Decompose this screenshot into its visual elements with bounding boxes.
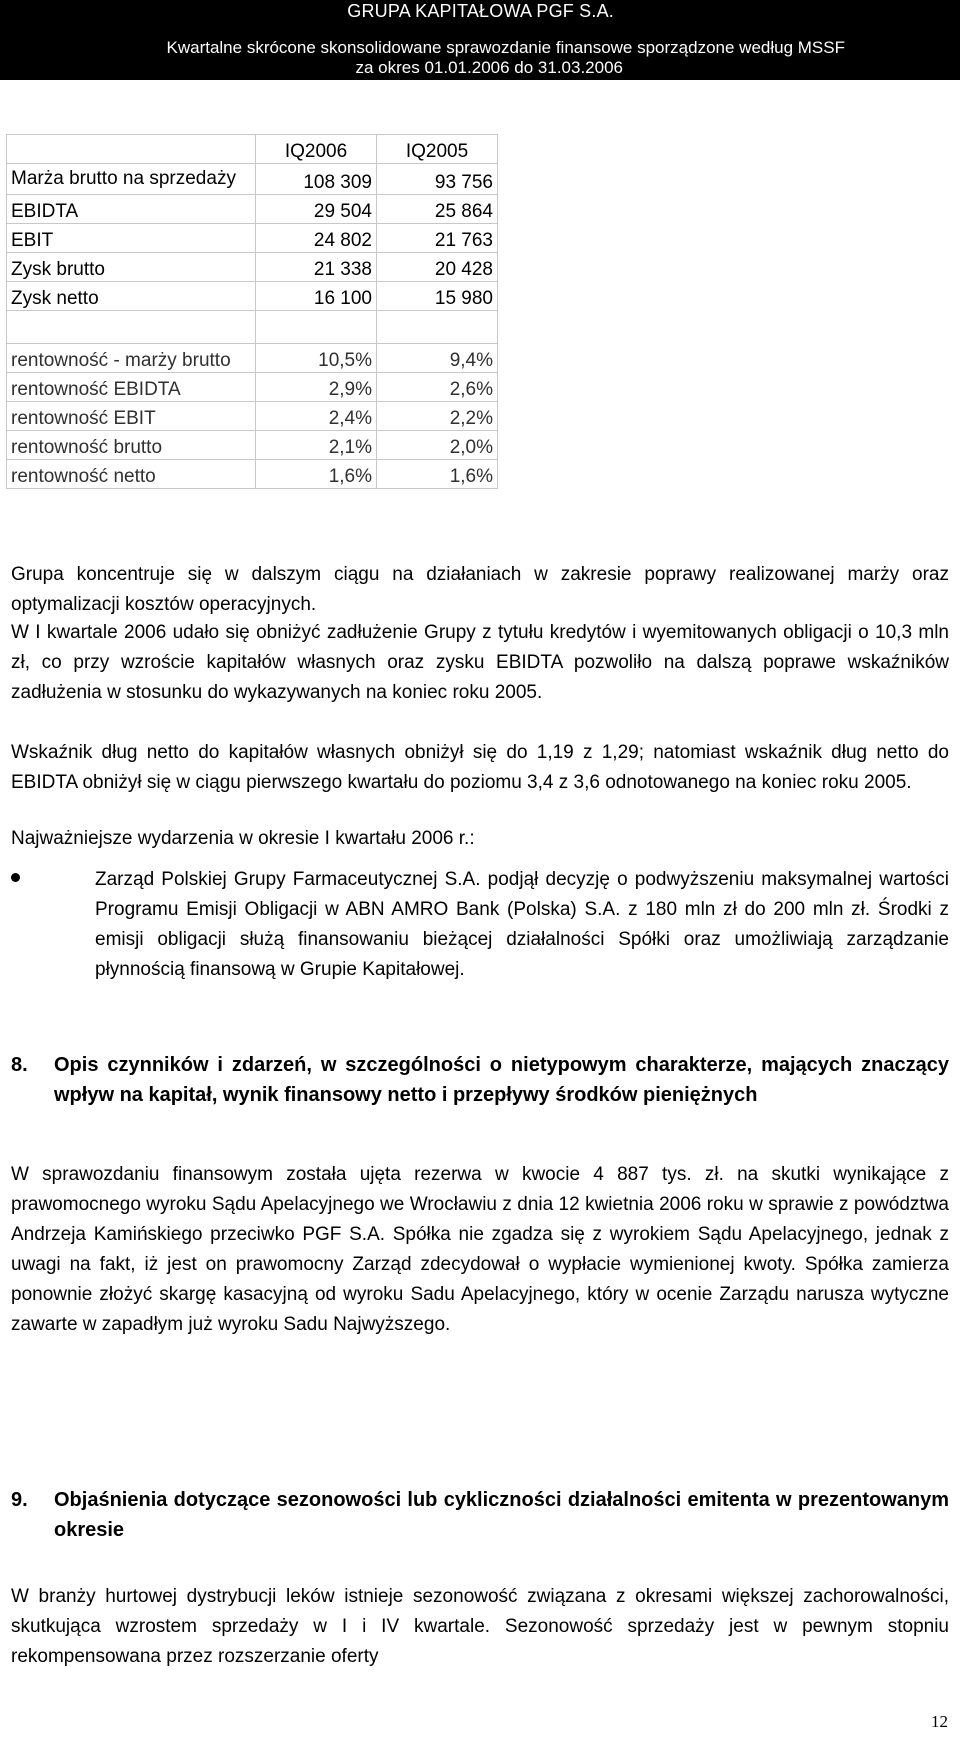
bullet-icon: [11, 873, 20, 882]
table-corner-cell: [7, 135, 256, 164]
cell-iq2005: 25 864: [377, 195, 498, 224]
section-number: 9.: [11, 1489, 28, 1511]
paragraph-margin-focus: Grupa koncentruje się w dalszym ciągu na działaniach w zakresie poprawy realizowanej marży oraz optymalizacji kosztów operacyjnych.: [11, 564, 949, 615]
row-label: Marża brutto na sprzedaży: [7, 164, 256, 195]
paragraph-provision: W sprawozdaniu finansowym została ujęta rezerwa w kwocie 4 887 tys. zł. na skutki wynikające z prawomocnego wyroku Sądu Apelacyjnego we Wrocławiu z dnia 12 kwietnia 2006 roku w sprawie z powództwa Andrzeja Kamińskiego przeciwko PGF S.A. Spółka nie zgadza się z wyrokiem Sądu Apelacyjnego, jednak z uwagi na fakt, iż jest on prawomocny Zarząd zdecydował o wypłacie wymienionej kwoty. Spółka zamierza ponownie złożyć skargę kasacyjną od wyroku Sadu Apelacyjnego, który w ocenie Zarządu narusza wytyczne zawarte w zapadłym już wyroku Sadu Najwyższego.: [11, 1164, 949, 1335]
paragraph-key-events-heading: Najważniejsze wydarzenia w okresie I kwartału 2006 r.:: [11, 828, 475, 849]
row-label: EBIDTA: [7, 195, 256, 224]
table-row: [7, 224, 498, 253]
table-row: [7, 195, 498, 224]
spacer-cell: [377, 311, 498, 344]
report-subtitle: Kwartalne skrócone skonsolidowane sprawozdanie finansowe sporządzone według MSSF: [166, 38, 845, 57]
row-label: rentowność brutto: [7, 431, 256, 460]
table-row: [7, 373, 498, 402]
table-row: [7, 282, 498, 311]
table-header-row: [7, 135, 498, 164]
section-title: Opis czynników i zdarzeń, w szczególności o nietypowym charakterze, mających znaczący wpływ na kapitał, wynik finansowy netto i przepływy środków pieniężnych: [54, 1054, 949, 1106]
paragraph-debt-reduction: W I kwartale 2006 udało się obniżyć zadłużenie Grupy z tytułu kredytów i wyemitowanych obligacji o 10,3 mln zł, co przy wzroście kapitałów własnych oraz zysku EBIDTA pozwoliło na dalszą poprawe wskaźników zadłużenia w stosunku do wykazywanych na koniec roku 2005.: [11, 622, 949, 703]
cell-iq2006: 2,9%: [256, 373, 377, 402]
cell-iq2006: 2,4%: [256, 402, 377, 431]
cell-iq2005: 2,0%: [377, 431, 498, 460]
section-number: 8.: [11, 1054, 28, 1076]
table-spacer-row: [7, 311, 498, 344]
cell-iq2006: 1,6%: [256, 460, 377, 489]
cell-iq2005: 20 428: [377, 253, 498, 282]
table-row: [7, 344, 498, 373]
company-name: GRUPA KAPITAŁOWA PGF S.A.: [347, 1, 614, 21]
section-title: Objaśnienia dotyczące sezonowości lub cykliczności działalności emitenta w prezentowanym okresie: [54, 1489, 949, 1541]
bullet-item-bond-program: Zarząd Polskiej Grupy Farmaceutycznej S.A. podjął decyzję o podwyższeniu maksymalnej wartości Programu Emisji Obligacji w ABN AMRO Bank (Polska) S.A. z 180 mln zł do 200 mln zł. Środki z emisji obligacji służą finansowaniu bieżącej działalności Spółki oraz umożliwiają zarządzanie płynnością finansową w Grupie Kapitałowej.: [95, 869, 949, 980]
report-period: za okres 01.01.2006 do 31.03.2006: [355, 58, 623, 77]
row-label: rentowność netto: [7, 460, 256, 489]
cell-iq2005: 93 756: [377, 164, 498, 195]
cell-iq2006: 16 100: [256, 282, 377, 311]
table-row: [7, 431, 498, 460]
cell-iq2006: 24 802: [256, 224, 377, 253]
paragraph-seasonality: W branży hurtowej dystrybucji leków istnieje sezonowość związana z okresami większej zachorowalności, skutkująca wzrostem sprzedaży w I i IV kwartale. Sezonowość sprzedaży jest w pewnym stopniu rekompensowana przez rozszerzanie oferty: [11, 1586, 949, 1667]
table-row: [7, 253, 498, 282]
row-label: rentowność - marży brutto: [7, 344, 256, 373]
spacer-cell: [256, 311, 377, 344]
cell-iq2006: 2,1%: [256, 431, 377, 460]
table-row: [7, 164, 498, 195]
cell-iq2006: 108 309: [256, 164, 377, 195]
paragraph-debt-ratios: Wskaźnik dług netto do kapitałów własnych obniżył się do 1,19 z 1,29; natomiast wskaźnik dług netto do EBIDTA obniżył się w ciągu pierwszego kwartału do poziomu 3,4 z 3,6 odnotowanego na koniec roku 2005.: [11, 742, 949, 793]
row-label: EBIT: [7, 224, 256, 253]
row-label: Zysk brutto: [7, 253, 256, 282]
cell-iq2005: 2,6%: [377, 373, 498, 402]
row-label: rentowność EBIDTA: [7, 373, 256, 402]
spacer-cell: [7, 311, 256, 344]
cell-iq2006: 29 504: [256, 195, 377, 224]
financial-table: [6, 134, 498, 489]
col-header-iq2005: IQ2005: [377, 135, 498, 164]
cell-iq2006: 10,5%: [256, 344, 377, 373]
cell-iq2006: 21 338: [256, 253, 377, 282]
page-number: 12: [931, 1712, 948, 1731]
table-row: [7, 460, 498, 489]
cell-iq2005: 15 980: [377, 282, 498, 311]
cell-iq2005: 1,6%: [377, 460, 498, 489]
row-label: rentowność EBIT: [7, 402, 256, 431]
col-header-iq2006: IQ2006: [256, 135, 377, 164]
table-row: [7, 402, 498, 431]
page-header: [0, 0, 960, 80]
row-label: Zysk netto: [7, 282, 256, 311]
cell-iq2005: 2,2%: [377, 402, 498, 431]
cell-iq2005: 9,4%: [377, 344, 498, 373]
cell-iq2005: 21 763: [377, 224, 498, 253]
